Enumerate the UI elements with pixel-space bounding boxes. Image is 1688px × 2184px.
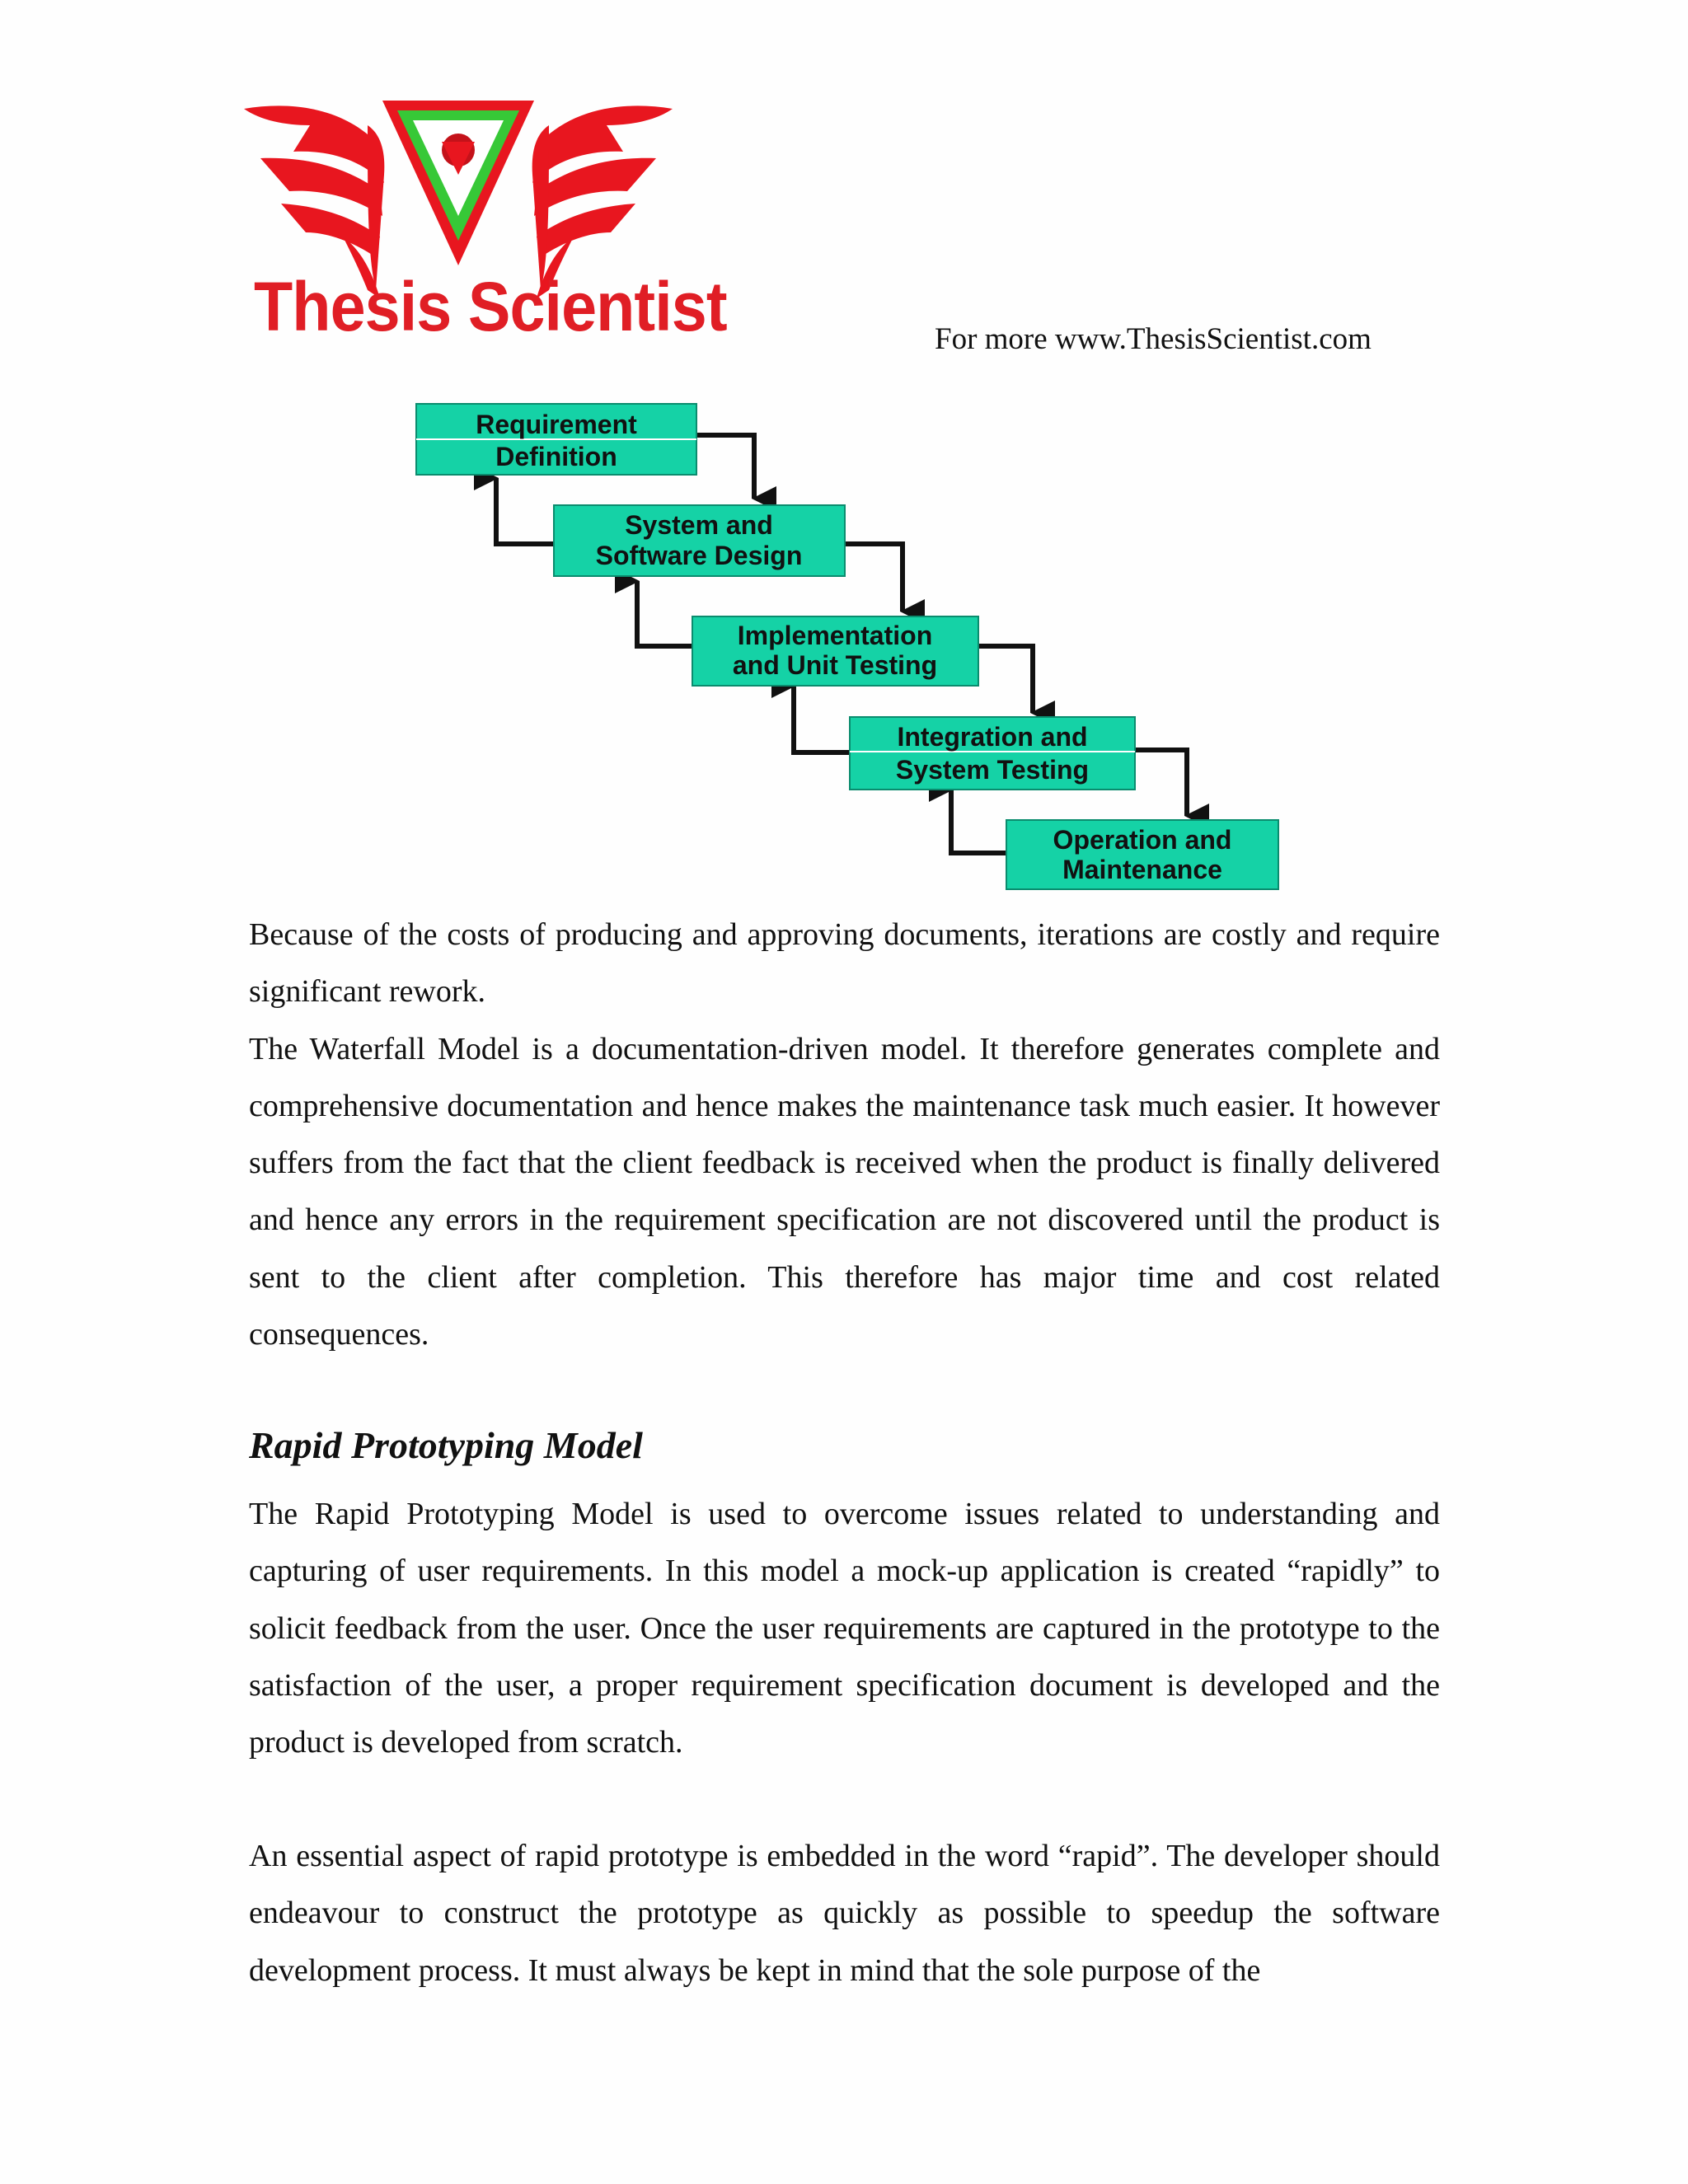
stage-operation-maintenance [1006,820,1278,889]
stage-system-software-design [554,505,845,576]
logo-text: Thesis Scientist [254,268,727,345]
paragraph-rapid-intro: The Rapid Prototyping Model is used to overcome issues related to understanding and capturing of user requirements. In this model a mock-up application is created “rapidly” to solicit feedback from the user. Once the user requirements are captured in the prototype to the satisfaction of the user, a proper requirement specification document is developed and the product is developed from scratch. [249,1497,1440,1760]
stage-integration-system-testing [850,717,1135,790]
stage-implementation-unit-testing [692,616,978,686]
paragraph-rapid-essential: An essential aspect of rapid prototype is embedded in the word “rapid”. The developer should endeavour to construct the prototype as quickly as possible to speedup the software development process. It must always be kept in mind that the sole purpose of the [249,1839,1440,1988]
triangle-emblem-icon [382,101,534,265]
stage-2-line1: System and [625,510,773,540]
stage-requirement-definition [416,404,696,475]
website-link[interactable]: For more www.ThesisScientist.com [935,322,1372,356]
body-text-rapid [249,1486,1440,1771]
stage-3-line2: and Unit Testing [732,650,938,680]
stage-4-line1: Integration and [897,722,1088,752]
section-heading: Rapid Prototyping Model [249,1424,643,1466]
body-text-upper [249,907,1440,1363]
stage-4-line2: System Testing [895,755,1090,785]
body-text-essential [249,1828,1440,1999]
stage-5-line2: Maintenance [1062,855,1222,884]
paragraph-costs: Because of the costs of producing and approving documents, iterations are costly and require significant rework. [249,917,1440,1010]
paragraph-waterfall: The Waterfall Model is a documentation-driven model. It therefore generates complete and comprehensive documentation and hence makes the maintenance task much easier. It however suffers from the fact that the client feedback is received when the product is finally delivered and hence any errors in the requirement specification are not discovered until the product is sent to the client after completion. This therefore has major time and cost related consequences. [249,1031,1440,1352]
stage-5-line1: Operation and [1053,825,1232,855]
stage-3-line1: Implementation [737,621,933,650]
waterfall-diagram [404,396,1286,898]
stage-2-line2: Software Design [595,541,803,570]
stage-1-line1: Requirement [476,410,637,439]
stage-1-line2: Definition [495,442,617,471]
